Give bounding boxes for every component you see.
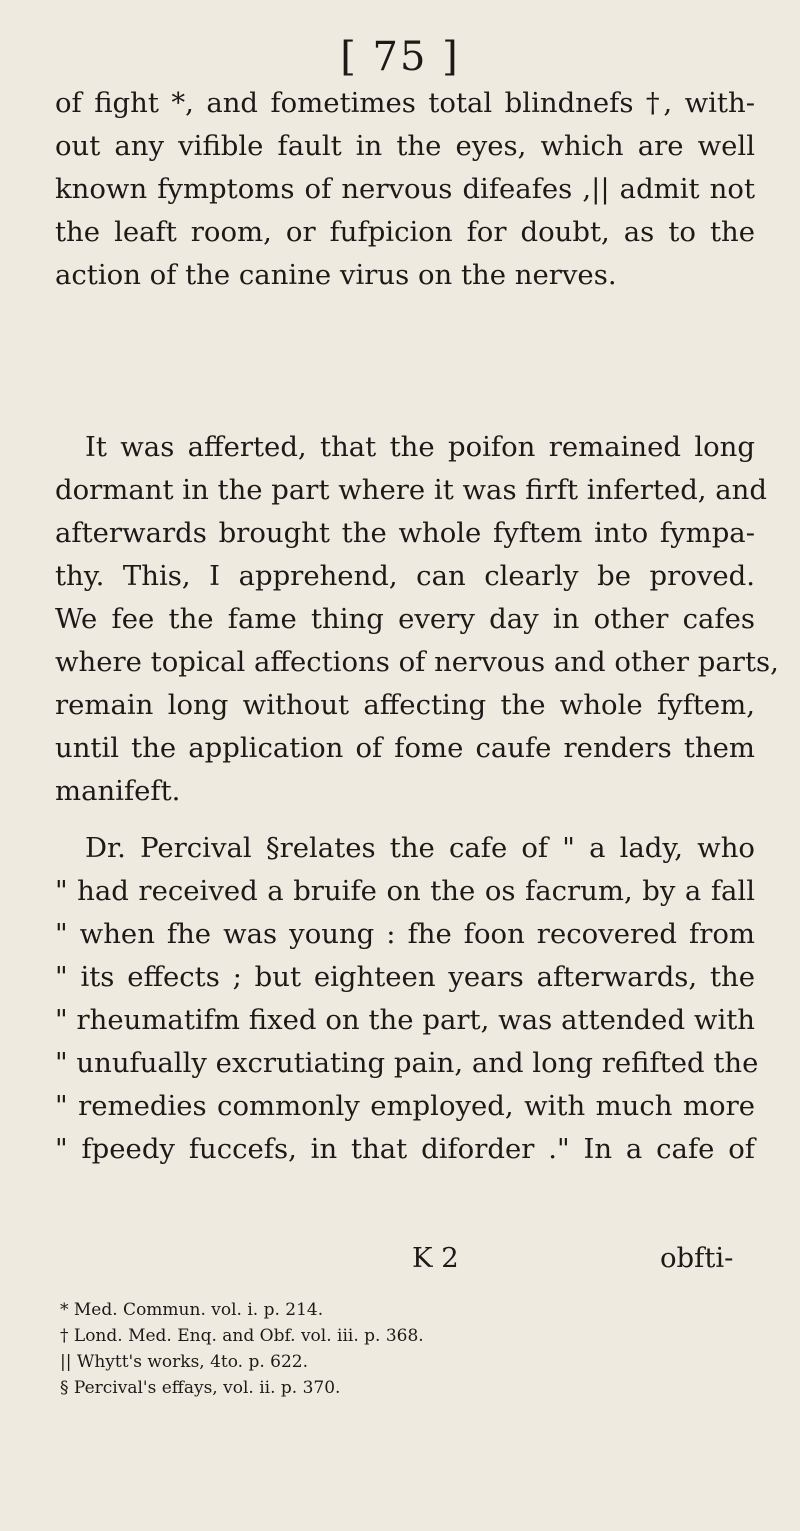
text-line: of fight *, and fometimes total blindnefs †, with-	[55, 87, 755, 119]
paragraph-1	[55, 82, 755, 297]
text-line: " rheumatifm fixed on the part, was attended with	[55, 1004, 755, 1036]
text-line: action of the canine virus on the nerves.	[55, 259, 617, 291]
text-line: manifeft.	[55, 775, 181, 807]
text-line: " when fhe was young : fhe foon recovered from	[55, 918, 755, 950]
text-line: the leaft room, or fufpicion for doubt, as to the	[55, 216, 755, 248]
signature-mark: K 2	[412, 1242, 459, 1274]
paragraph-3	[55, 827, 759, 1171]
paragraph-2	[55, 426, 779, 813]
text-line: We fee the fame thing every day in other cafes	[55, 603, 755, 635]
text-line: out any vifible fault in the eyes, which are well	[55, 130, 755, 162]
text-line: " fpeedy fuccefs, in that diforder ." In a cafe of	[55, 1133, 755, 1165]
footnote: * Med. Commun. vol. i. p. 214.	[60, 1300, 324, 1320]
text-line: where topical affections of nervous and other parts,	[55, 646, 779, 678]
text-line: remain long without affecting the whole fyftem,	[55, 689, 755, 721]
text-line: until the application of fome caufe renders them	[55, 732, 755, 764]
text-line: " had received a bruife on the os facrum, by a fall	[55, 875, 755, 907]
text-line: Dr. Percival §relates the cafe of " a lady, who	[85, 832, 755, 864]
text-line: " its effects ; but eighteen years afterwards, the	[55, 961, 755, 993]
text-line: dormant in the part where it was firft inferted, and	[55, 474, 767, 506]
footnotes	[60, 1297, 740, 1401]
footnote: † Lond. Med. Enq. and Obf. vol. iii. p. 368.	[60, 1326, 424, 1346]
footnote: § Percival's effays, vol. ii. p. 370.	[60, 1378, 341, 1398]
text-line: It was afferted, that the poifon remained long	[85, 431, 755, 463]
text-line: " unufually excrutiating pain, and long refifted the	[55, 1047, 759, 1079]
text-line: thy. This, I apprehend, can clearly be proved.	[55, 560, 755, 592]
text-line: " remedies commonly employed, with much more	[55, 1090, 755, 1122]
page-number: [ 75 ]	[340, 34, 460, 80]
text-line: afterwards brought the whole fyftem into fympa-	[55, 517, 755, 549]
text-line: known fymptoms of nervous difeafes ,|| admit not	[55, 173, 755, 205]
catchword: obfti-	[660, 1242, 734, 1274]
footnote: || Whytt's works, 4to. p. 622.	[60, 1352, 309, 1372]
